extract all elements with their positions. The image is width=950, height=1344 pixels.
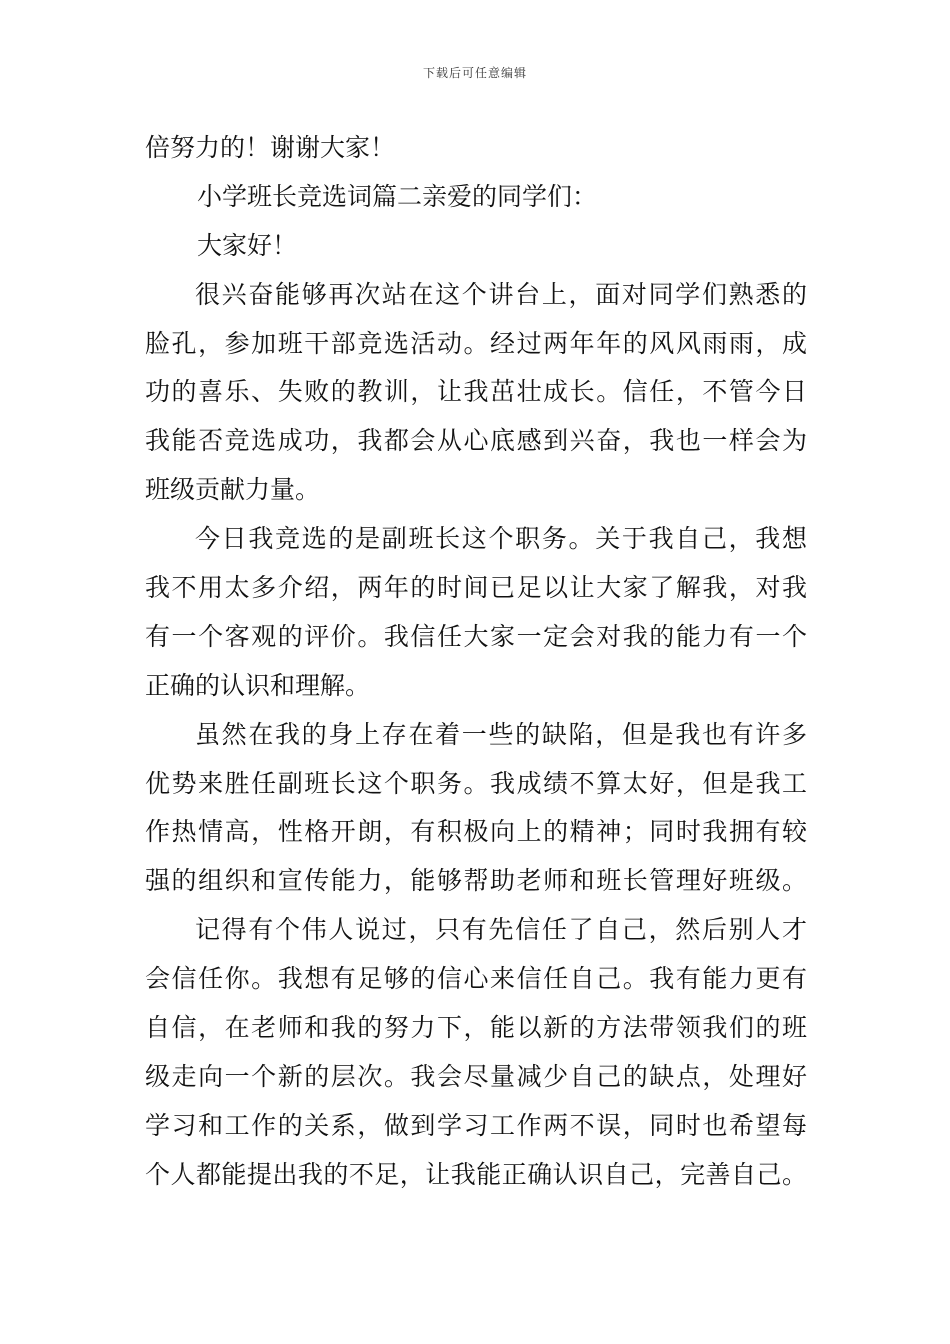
text-line: 级走向一个新的层次。我会尽量减少自己的缺点，处理好 [145, 1061, 807, 1091]
text-line: 个人都能提出我的不足，让我能正确认识自己，完善自己。 [145, 1159, 807, 1189]
greeting-line: 大家好！ [197, 230, 298, 260]
text-line: 强的组织和宣传能力，能够帮助老师和班长管理好班级。 [145, 866, 807, 896]
text-line: 作热情高，性格开朗，有积极向上的精神；同时我拥有较 [145, 817, 807, 847]
text-line: 功的喜乐、失败的教训，让我茁壮成长。信任，不管今日 [145, 377, 807, 407]
text-line: 班级贡献力量。 [145, 475, 321, 505]
document-body [145, 124, 807, 1200]
text-line: 今日我竞选的是副班长这个职务。关于我自己，我想 [195, 524, 807, 554]
text-line: 我能否竞选成功，我都会从心底感到兴奋，我也一样会为 [145, 426, 807, 456]
text-line: 正确的认识和理解。 [145, 670, 371, 700]
text-line: 会信任你。我想有足够的信心来信任自己。我有能力更有 [145, 964, 807, 994]
text-line: 优势来胜任副班长这个职务。我成绩不算太好，但是我工 [145, 768, 807, 798]
text-line: 我不用太多介绍，两年的时间已足以让大家了解我，对我 [145, 573, 807, 603]
text-line: 很兴奋能够再次站在这个讲台上，面对同学们熟悉的 [195, 279, 807, 309]
text-line: 脸孔，参加班干部竞选活动。经过两年年的风风雨雨，成 [145, 328, 807, 358]
section-title: 小学班长竞选词篇二亲爱的同学们： [197, 181, 598, 211]
text-line: 自信，在老师和我的努力下，能以新的方法带领我们的班 [145, 1013, 807, 1043]
text-line: 记得有个伟人说过，只有先信任了自己，然后别人才 [195, 915, 807, 945]
text-line: 有一个客观的评价。我信任大家一定会对我的能力有一个 [145, 621, 807, 651]
text-line: 虽然在我的身上存在着一些的缺陷，但是我也有许多 [195, 719, 807, 749]
text-line: 学习和工作的关系，做到学习工作两不误，同时也希望每 [145, 1110, 807, 1140]
text-line: 倍努力的！谢谢大家！ [145, 133, 396, 162]
page-header: 下载后可任意编辑 [422, 66, 527, 80]
